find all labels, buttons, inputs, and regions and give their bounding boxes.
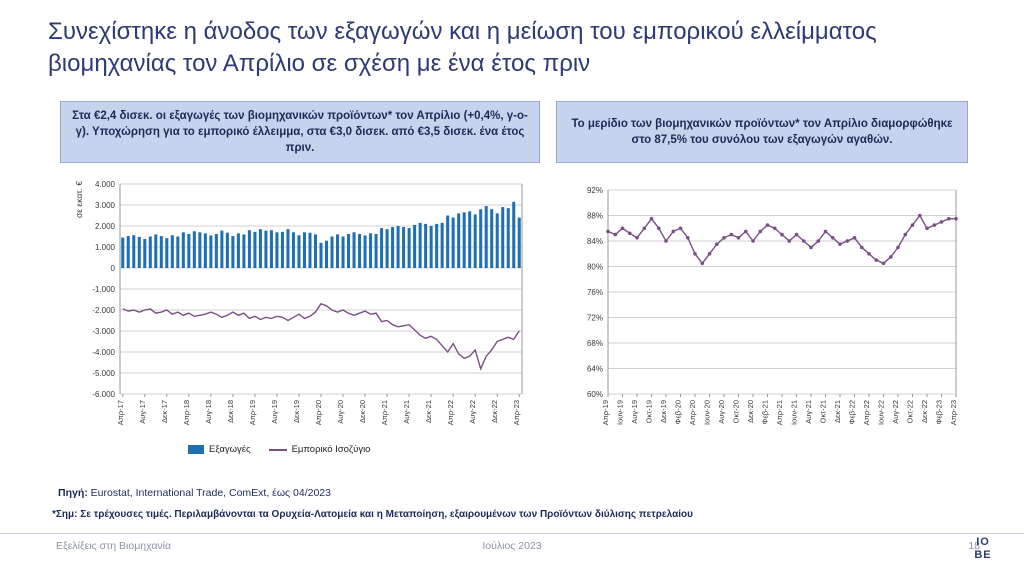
callout-panel-left: Στα €2,4 δισεκ. οι εξαγωγές των βιομηχανικών προϊόντων* τον Απρίλιο (+0,4%, γ-ο-γ). Υποχώρηση για το εμπορικό έλλειμμα, στα €3,0 δισεκ. από €3,5 δισεκ. ένα έτος πριν. — [60, 101, 540, 163]
svg-text:Απρ-22: Απρ-22 — [446, 400, 456, 426]
svg-text:Φεβ-20: Φεβ-20 — [673, 400, 683, 425]
svg-text:Απρ-21: Απρ-21 — [775, 400, 784, 426]
svg-text:-1.000: -1.000 — [92, 285, 115, 294]
svg-text:-6.000: -6.000 — [92, 390, 115, 399]
svg-text:Απρ-23: Απρ-23 — [949, 400, 958, 426]
trade-chart-svg — [60, 172, 540, 472]
source-label: Πηγή: — [58, 487, 88, 499]
legend-label-balance: Εμπορικό Ισοζύγιο — [291, 444, 371, 455]
svg-text:Ιουν-20: Ιουν-20 — [702, 400, 712, 425]
svg-text:64%: 64% — [586, 364, 603, 374]
svg-text:72%: 72% — [586, 313, 603, 323]
footer-date: Ιούλιος 2023 — [482, 540, 542, 552]
share-chart-svg — [556, 172, 968, 472]
svg-text:-4.000: -4.000 — [92, 348, 115, 357]
svg-text:Απρ-19: Απρ-19 — [247, 400, 257, 426]
svg-text:Δεκ-22: Δεκ-22 — [920, 400, 929, 423]
svg-text:Αυγ-19: Αυγ-19 — [630, 400, 639, 424]
svg-text:Αυγ-20: Αυγ-20 — [717, 400, 726, 424]
logo-line-1: ΙΟ — [976, 536, 990, 548]
svg-text:Απρ-21: Απρ-21 — [380, 400, 390, 426]
svg-text:Αυγ-22: Αυγ-22 — [468, 400, 478, 424]
svg-text:Δεκ-19: Δεκ-19 — [659, 400, 668, 423]
trade-chart-ylabel: σε εκατ. € — [74, 180, 84, 218]
share-chart — [556, 172, 968, 472]
svg-text:Οκτ-19: Οκτ-19 — [644, 400, 654, 424]
svg-text:Ιουν-22: Ιουν-22 — [876, 400, 886, 425]
page-title: Συνεχίστηκε η άνοδος των εξαγωγών και η μείωση του εμπορικού ελλείμματος βιομηχανίας τον Απρίλιο σε σχέση με ένα έτος πριν — [48, 18, 877, 77]
legend-label-exports: Εξαγωγές — [209, 444, 251, 455]
svg-text:Αυγ-17: Αυγ-17 — [137, 400, 147, 424]
footer-left-text: Εξελίξεις στη Βιομηχανία — [56, 540, 172, 552]
svg-text:3.000: 3.000 — [94, 201, 115, 210]
svg-text:60%: 60% — [586, 390, 603, 399]
svg-text:Δεκ-20: Δεκ-20 — [358, 400, 368, 423]
trade-chart-legend — [188, 444, 370, 455]
svg-text:Απρ-17: Απρ-17 — [115, 400, 125, 426]
source-note — [58, 487, 958, 499]
svg-text:Απρ-20: Απρ-20 — [688, 400, 697, 426]
svg-text:Απρ-18: Απρ-18 — [181, 400, 191, 426]
trade-chart — [60, 172, 540, 472]
legend-item-balance — [269, 444, 371, 455]
svg-text:Αυγ-21: Αυγ-21 — [402, 400, 412, 424]
svg-text:Αυγ-20: Αυγ-20 — [336, 400, 345, 424]
svg-text:Αυγ-21: Αυγ-21 — [804, 400, 813, 424]
iobe-logo — [966, 536, 1000, 564]
svg-text:84%: 84% — [586, 237, 603, 246]
svg-text:Δεκ-22: Δεκ-22 — [490, 400, 500, 423]
svg-text:68%: 68% — [586, 339, 603, 348]
legend-item-exports — [188, 444, 251, 455]
svg-text:Ιουν-19: Ιουν-19 — [615, 400, 625, 425]
footer-page-number: 18 — [968, 540, 980, 552]
svg-text:Οκτ-20: Οκτ-20 — [731, 400, 741, 424]
svg-text:Φεβ-21: Φεβ-21 — [760, 400, 770, 425]
callout-panel-right: Το μερίδιο των βιομηχανικών προϊόντων* τον Απρίλιο διαμορφώθηκε στο 87,5% του συνόλου των εξαγωγών αγαθών. — [556, 101, 968, 163]
svg-text:Αυγ-22: Αυγ-22 — [891, 400, 900, 424]
legend-swatch-line-icon — [269, 449, 287, 451]
svg-text:Δεκ-20: Δεκ-20 — [746, 400, 755, 423]
svg-text:76%: 76% — [586, 288, 603, 297]
source-text: Eurostat, International Trade, ComExt, έως 04/2023 — [87, 487, 331, 499]
footer-divider — [0, 533, 1024, 534]
svg-text:-5.000: -5.000 — [92, 369, 115, 378]
svg-text:1.000: 1.000 — [94, 243, 115, 252]
svg-text:Δεκ-18: Δεκ-18 — [225, 400, 235, 423]
svg-text:-2.000: -2.000 — [92, 306, 115, 315]
svg-text:0: 0 — [110, 264, 115, 273]
legend-swatch-bar-icon — [188, 445, 204, 454]
svg-text:Δεκ-21: Δεκ-21 — [424, 400, 434, 423]
svg-text:Δεκ-19: Δεκ-19 — [292, 400, 301, 423]
svg-text:-3.000: -3.000 — [92, 327, 115, 336]
svg-text:Οκτ-21: Οκτ-21 — [818, 400, 828, 424]
svg-text:4.000: 4.000 — [94, 180, 115, 189]
svg-text:Αυγ-19: Αυγ-19 — [269, 400, 279, 424]
svg-text:Απρ-20: Απρ-20 — [314, 400, 323, 426]
svg-text:Φεβ-23: Φεβ-23 — [934, 400, 944, 425]
svg-text:Ιουν-21: Ιουν-21 — [789, 400, 799, 425]
footnote: *Σημ: Σε τρέχουσες τιμές. Περιλαμβάνονται τα Ορυχεία-Λατομεία και η Μεταποίηση, εξαιρουμένων των Προϊόντων διύλισης πετρελαίου — [52, 509, 693, 520]
svg-text:Απρ-22: Απρ-22 — [862, 400, 871, 426]
svg-text:Απρ-23: Απρ-23 — [512, 400, 522, 426]
svg-text:88%: 88% — [586, 211, 603, 221]
svg-text:92%: 92% — [586, 186, 603, 195]
svg-text:Φεβ-22: Φεβ-22 — [847, 400, 857, 425]
svg-text:80%: 80% — [586, 262, 603, 272]
svg-text:Απρ-19: Απρ-19 — [601, 400, 610, 426]
svg-text:Οκτ-22: Οκτ-22 — [905, 400, 915, 424]
svg-text:Δεκ-21: Δεκ-21 — [833, 400, 842, 423]
svg-text:Δεκ-17: Δεκ-17 — [159, 400, 169, 423]
svg-text:2.000: 2.000 — [94, 222, 115, 231]
svg-text:Αυγ-18: Αυγ-18 — [203, 400, 213, 424]
logo-line-2: ΒΕ — [974, 549, 992, 561]
